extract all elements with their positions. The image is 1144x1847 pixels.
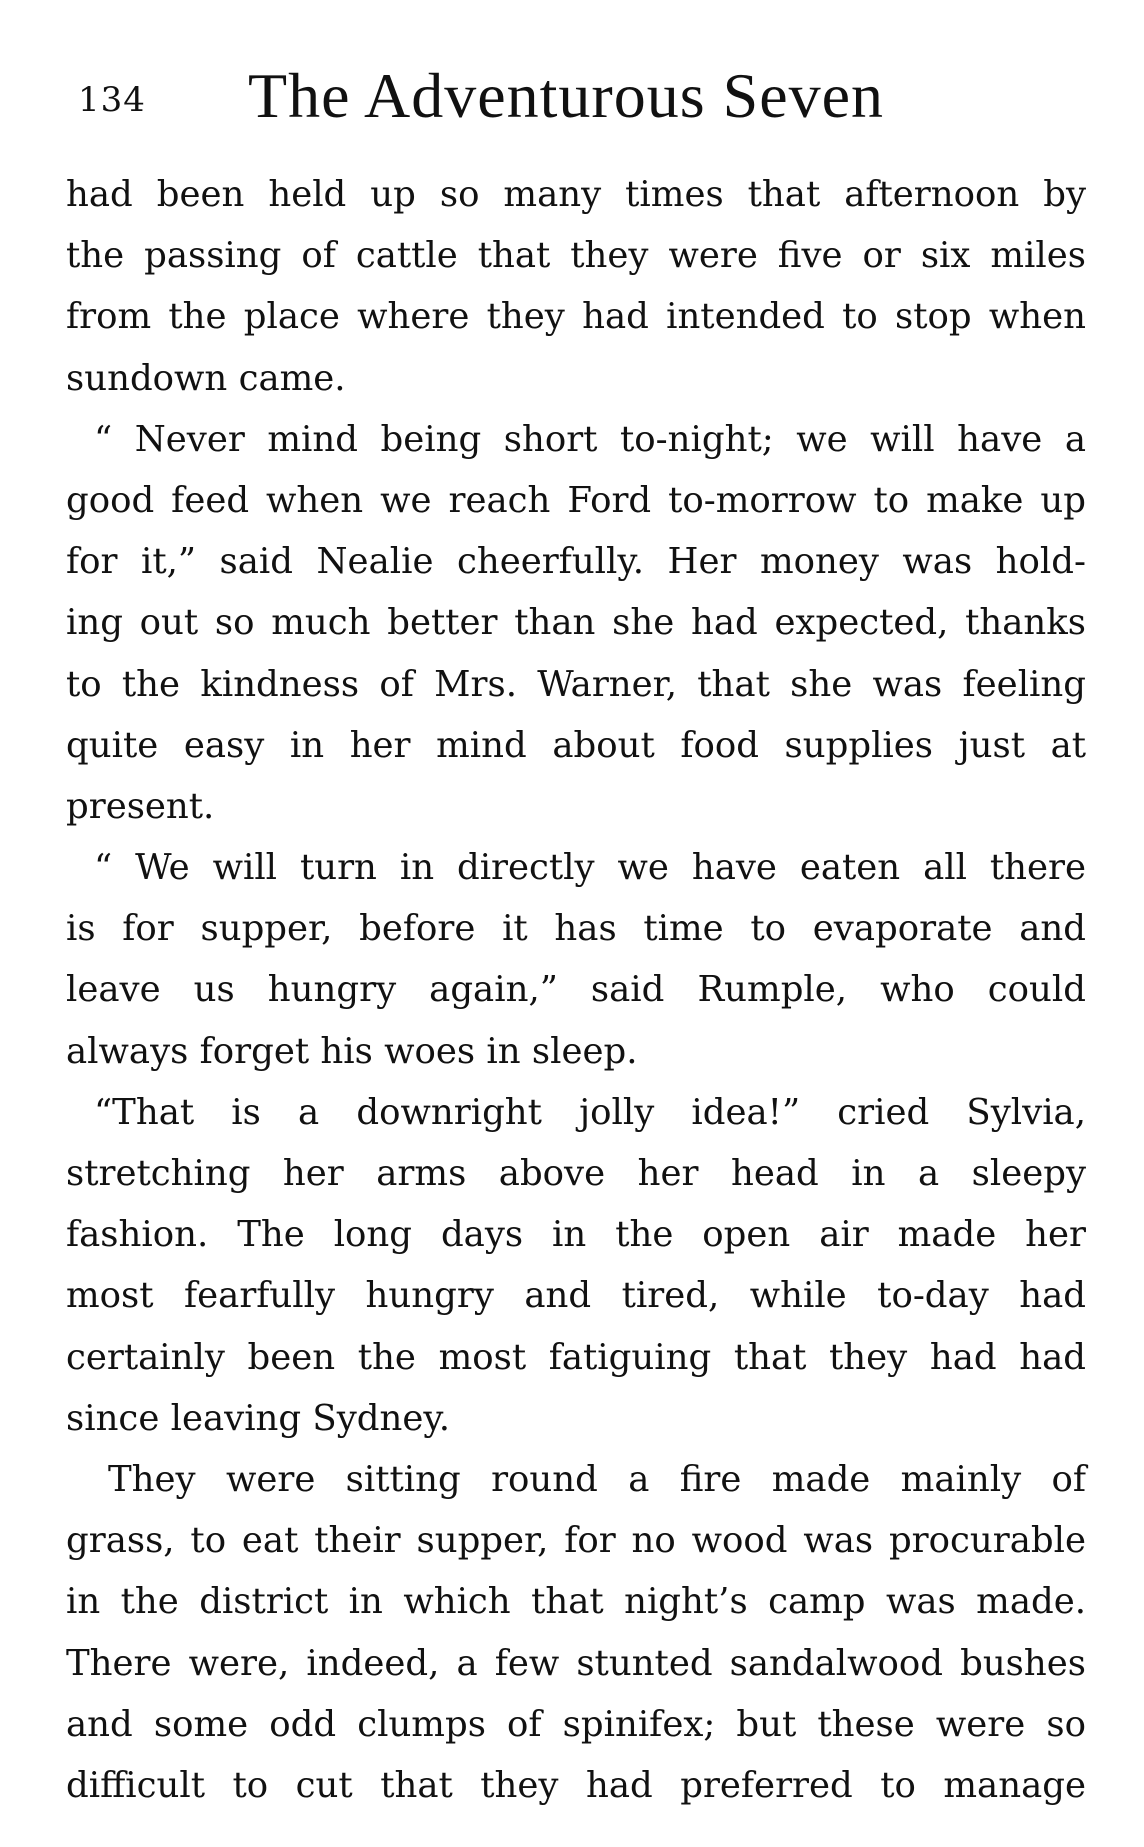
text-line: and some odd clumps of spinifex; but these were so <box>66 1703 1086 1745</box>
text-line: for it,” said Nealie cheerfully. Her money was hold- <box>66 541 1086 583</box>
text-line: stretching her arms above her head in a sleepy <box>66 1153 1086 1194</box>
page-number: 134 <box>78 80 146 120</box>
text-line: grass, to eat their supper, for no wood was procurable <box>66 1520 1086 1562</box>
running-title: The Adventurous Seven <box>248 60 884 131</box>
text-line: always forget his woes in sleep. <box>66 1030 638 1072</box>
text-line: good feed when we reach Ford to-morrow to make up <box>66 479 1086 521</box>
text-line: present. <box>66 785 215 827</box>
text-line: There were, indeed, a few stunted sandalwood bushes <box>66 1642 1086 1684</box>
text-line: from the place where they had intended to stop when <box>66 296 1086 338</box>
text-line: had been held up so many times that afternoon by <box>66 174 1086 215</box>
text-line: certainly been the most fatiguing that they had had <box>66 1336 1086 1378</box>
text-line: fashion. The long days in the open air made her <box>66 1214 1086 1256</box>
text-line: They were sitting round a fire made mainly of <box>108 1458 1086 1500</box>
text-line: sundown came. <box>66 357 346 399</box>
text-line: most fearfully hungry and tired, while to-day had <box>66 1275 1086 1317</box>
text-line: in the district in which that night’s camp was made. <box>66 1581 1086 1623</box>
text-line: since leaving Sydney. <box>66 1397 451 1439</box>
text-line: is for supper, before it has time to evaporate and <box>66 908 1086 950</box>
text-line: the passing of cattle that they were five or six miles <box>66 235 1086 277</box>
text-line: ing out so much better than she had expected, thanks <box>66 602 1086 644</box>
text-line: quite easy in her mind about food supplies just at <box>66 724 1086 766</box>
text-line: “ Never mind being short to-night; we will have a <box>94 418 1086 460</box>
text-line: “ We will turn in directly we have eaten all there <box>94 847 1086 889</box>
body-text <box>66 164 1086 1816</box>
text-line: difficult to cut that they had preferred to manage <box>66 1764 1086 1806</box>
text-line: to the kindness of Mrs. Warner, that she was feeling <box>66 663 1086 705</box>
text-line: leave us hungry again,” said Rumple, who could <box>66 969 1086 1011</box>
text-line: “That is a downright jolly idea!” cried Sylvia, <box>94 1091 1086 1133</box>
